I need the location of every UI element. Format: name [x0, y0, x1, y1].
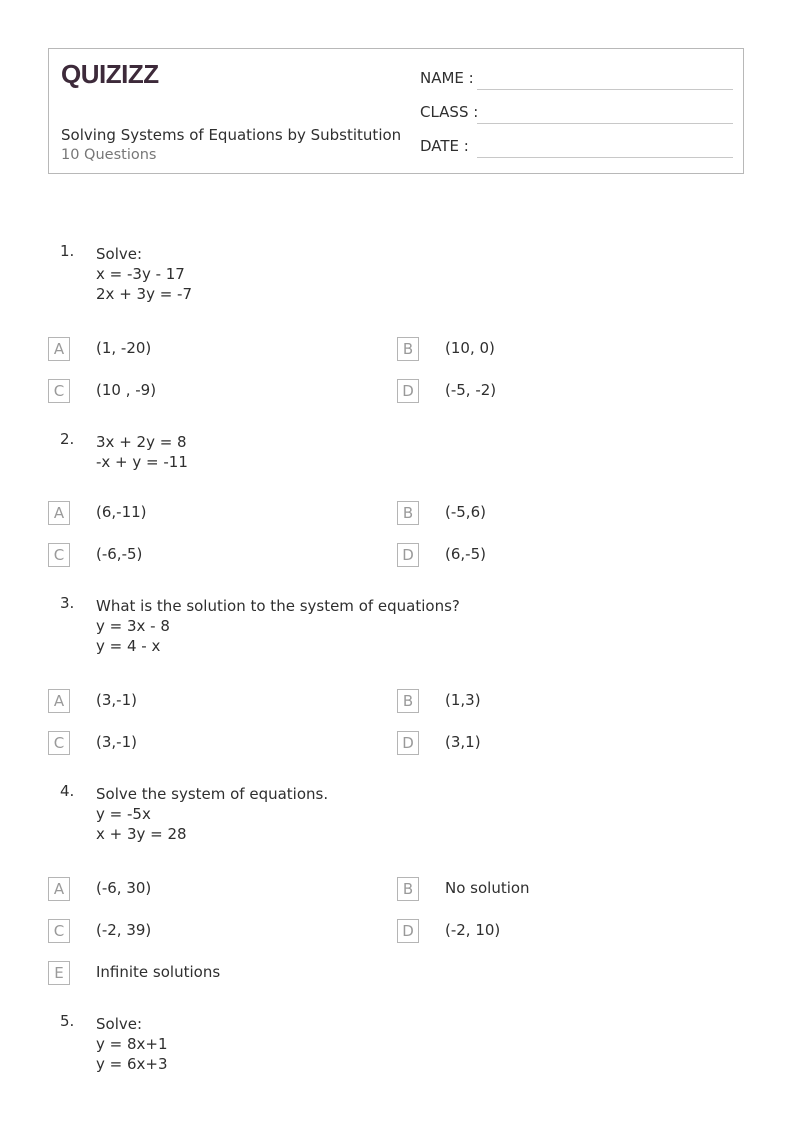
option-letter: D	[397, 731, 419, 755]
question-line: Solve the system of equations.	[96, 785, 329, 803]
option-letter: C	[48, 919, 70, 943]
option-letter: B	[397, 501, 419, 525]
option-letter: C	[48, 379, 70, 403]
option-text: No solution	[445, 879, 530, 897]
question-line: y = 6x+3	[96, 1055, 168, 1073]
class-line	[477, 123, 733, 124]
option-text: Infinite solutions	[96, 963, 221, 981]
option-text: (-5, -2)	[445, 381, 497, 399]
name-line	[477, 89, 733, 90]
question-text	[96, 242, 192, 306]
date-field	[420, 137, 733, 157]
worksheet-title: Solving Systems of Equations by Substitution	[61, 126, 402, 144]
option-text: (10 , -9)	[96, 381, 157, 399]
option-text: (3,1)	[445, 733, 481, 751]
option-letter: C	[48, 543, 70, 567]
option-letter: A	[48, 877, 70, 901]
quizizz-logo: QUIZIZZ	[61, 59, 159, 89]
option-letter: A	[48, 337, 70, 361]
question-number: 4.	[60, 782, 75, 800]
option-letter: C	[48, 731, 70, 755]
date-label: DATE :	[420, 137, 469, 155]
date-line	[477, 157, 733, 158]
option-text: (6,-5)	[445, 545, 486, 563]
option-text: (3,-1)	[96, 691, 137, 709]
option-letter: B	[397, 337, 419, 361]
question-line: Solve:	[96, 1015, 143, 1033]
name-field	[420, 69, 733, 89]
question-text	[96, 594, 460, 658]
question-number: 5.	[60, 1012, 75, 1030]
option-text: (-2, 39)	[96, 921, 152, 939]
question-number: 2.	[60, 430, 75, 448]
question-line: y = 3x - 8	[96, 617, 170, 635]
option-text: (-5,6)	[445, 503, 486, 521]
class-label: CLASS :	[420, 103, 479, 121]
question-line: What is the solution to the system of equations?	[96, 597, 460, 615]
option-text: (-2, 10)	[445, 921, 501, 939]
option-letter: D	[397, 543, 419, 567]
option-letter: B	[397, 877, 419, 901]
question-line: -x + y = -11	[96, 453, 188, 471]
option-text: (-6, 30)	[96, 879, 152, 897]
option-letter: E	[48, 961, 70, 985]
question-text	[96, 430, 188, 474]
option-text: (1,3)	[445, 691, 481, 709]
question-number: 3.	[60, 594, 75, 612]
option-text: (6,-11)	[96, 503, 147, 521]
option-text: (-6,-5)	[96, 545, 143, 563]
question-line: Solve:	[96, 245, 143, 263]
option-text: (3,-1)	[96, 733, 137, 751]
option-text: (1, -20)	[96, 339, 152, 357]
question-count: 10 Questions	[61, 147, 157, 163]
option-letter: D	[397, 919, 419, 943]
question-line: 2x + 3y = -7	[96, 285, 193, 303]
question-text	[96, 782, 328, 846]
question-line: y = -5x	[96, 805, 151, 823]
question-line: x + 3y = 28	[96, 825, 187, 843]
question-line: 3x + 2y = 8	[96, 433, 187, 451]
option-letter: B	[397, 689, 419, 713]
question-line: y = 4 - x	[96, 637, 161, 655]
option-letter: A	[48, 689, 70, 713]
worksheet-header	[48, 48, 744, 174]
option-letter: A	[48, 501, 70, 525]
name-label: NAME :	[420, 69, 474, 87]
question-line: x = -3y - 17	[96, 265, 185, 283]
option-text: (10, 0)	[445, 339, 495, 357]
question-number: 1.	[60, 242, 75, 260]
class-field	[420, 103, 733, 123]
question-text	[96, 1012, 168, 1076]
question-line: y = 8x+1	[96, 1035, 168, 1053]
option-letter: D	[397, 379, 419, 403]
